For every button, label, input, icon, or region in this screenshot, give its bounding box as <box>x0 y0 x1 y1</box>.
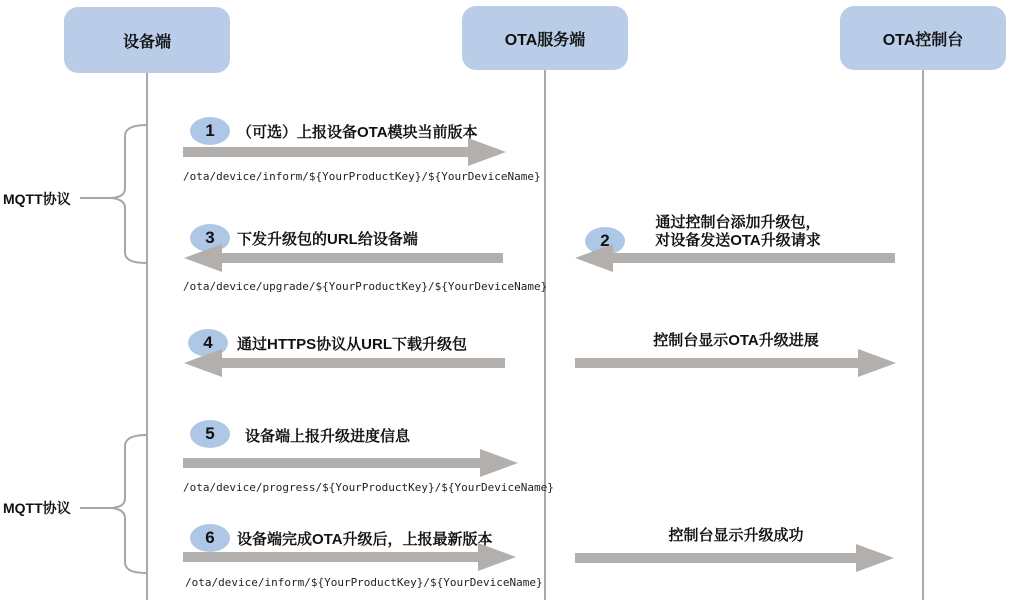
lifeline-ota-server <box>544 70 546 600</box>
step-6-arrow-shaft <box>183 552 478 562</box>
participant-ota-console-label: OTA控制台 <box>882 31 964 49</box>
step-1-arrow-shaft <box>183 147 468 157</box>
step-4-number: 4 <box>203 333 213 352</box>
step-6-topic: /ota/device/inform/${YourProductKey}/${YourDeviceName} <box>185 576 543 589</box>
console-success-arrow-shaft <box>575 553 856 563</box>
console-progress-title: 控制台显示OTA升级进展 <box>653 332 819 349</box>
step-4-arrow-left-icon <box>184 349 222 377</box>
participant-device <box>64 7 230 73</box>
step-2-title-line2: 对设备发送OTA升级请求 <box>655 232 821 249</box>
mqtt-protocol-label-top: MQTT协议 <box>3 191 71 207</box>
step-6-badge <box>190 524 230 552</box>
step-3-title: 下发升级包的URL给设备端 <box>237 231 418 248</box>
step-6-number: 6 <box>205 528 215 547</box>
step-2-number: 2 <box>600 231 610 250</box>
step-2-title-line1: 通过控制台添加升级包， <box>655 214 821 231</box>
participant-ota-server-label: OTA服务端 <box>504 31 586 49</box>
step-3-topic: /ota/device/upgrade/${YourProductKey}/${YourDeviceName} <box>183 280 548 293</box>
participant-ota-server <box>462 6 628 70</box>
step-1-title: （可选）上报设备OTA模块当前版本 <box>237 124 478 141</box>
step-4-arrow-shaft <box>222 358 505 368</box>
mqtt-brace-top <box>80 120 150 270</box>
step-3-arrow-shaft <box>222 253 503 263</box>
console-success-title: 控制台显示升级成功 <box>668 527 804 544</box>
step-5-arrow-shaft <box>183 458 480 468</box>
step-3-arrow-left-icon <box>184 244 222 272</box>
step-1-topic: /ota/device/inform/${YourProductKey}/${YourDeviceName} <box>183 170 541 183</box>
step-3-number: 3 <box>205 228 215 247</box>
step-1-badge <box>190 117 230 145</box>
mqtt-brace-bottom <box>80 430 150 580</box>
lifeline-ota-console <box>922 70 924 600</box>
step-5-badge <box>190 420 230 448</box>
console-success-arrow-right-icon <box>856 544 894 572</box>
step-5-topic: /ota/device/progress/${YourProductKey}/${YourDeviceName} <box>183 481 554 494</box>
step-1-number: 1 <box>205 121 215 140</box>
console-progress-arrow-right-icon <box>858 349 896 377</box>
step-6-arrow-right-icon <box>478 543 516 571</box>
step-4-title: 通过HTTPS协议从URL下载升级包 <box>237 336 467 353</box>
step-1-arrow-right-icon <box>468 138 506 166</box>
console-progress-arrow-shaft <box>575 358 858 368</box>
step-5-arrow-right-icon <box>480 449 518 477</box>
participant-ota-console <box>840 6 1006 70</box>
step-2-arrow-shaft <box>613 253 895 263</box>
participant-device-label: 设备端 <box>122 33 171 51</box>
step-2-arrow-left-icon <box>575 244 613 272</box>
step-5-number: 5 <box>205 424 215 443</box>
step-6-title: 设备端完成OTA升级后，上报最新版本 <box>237 531 493 548</box>
step-2-title <box>630 214 846 250</box>
mqtt-protocol-label-bottom: MQTT协议 <box>3 500 71 516</box>
step-5-title: 设备端上报升级进度信息 <box>245 428 411 445</box>
